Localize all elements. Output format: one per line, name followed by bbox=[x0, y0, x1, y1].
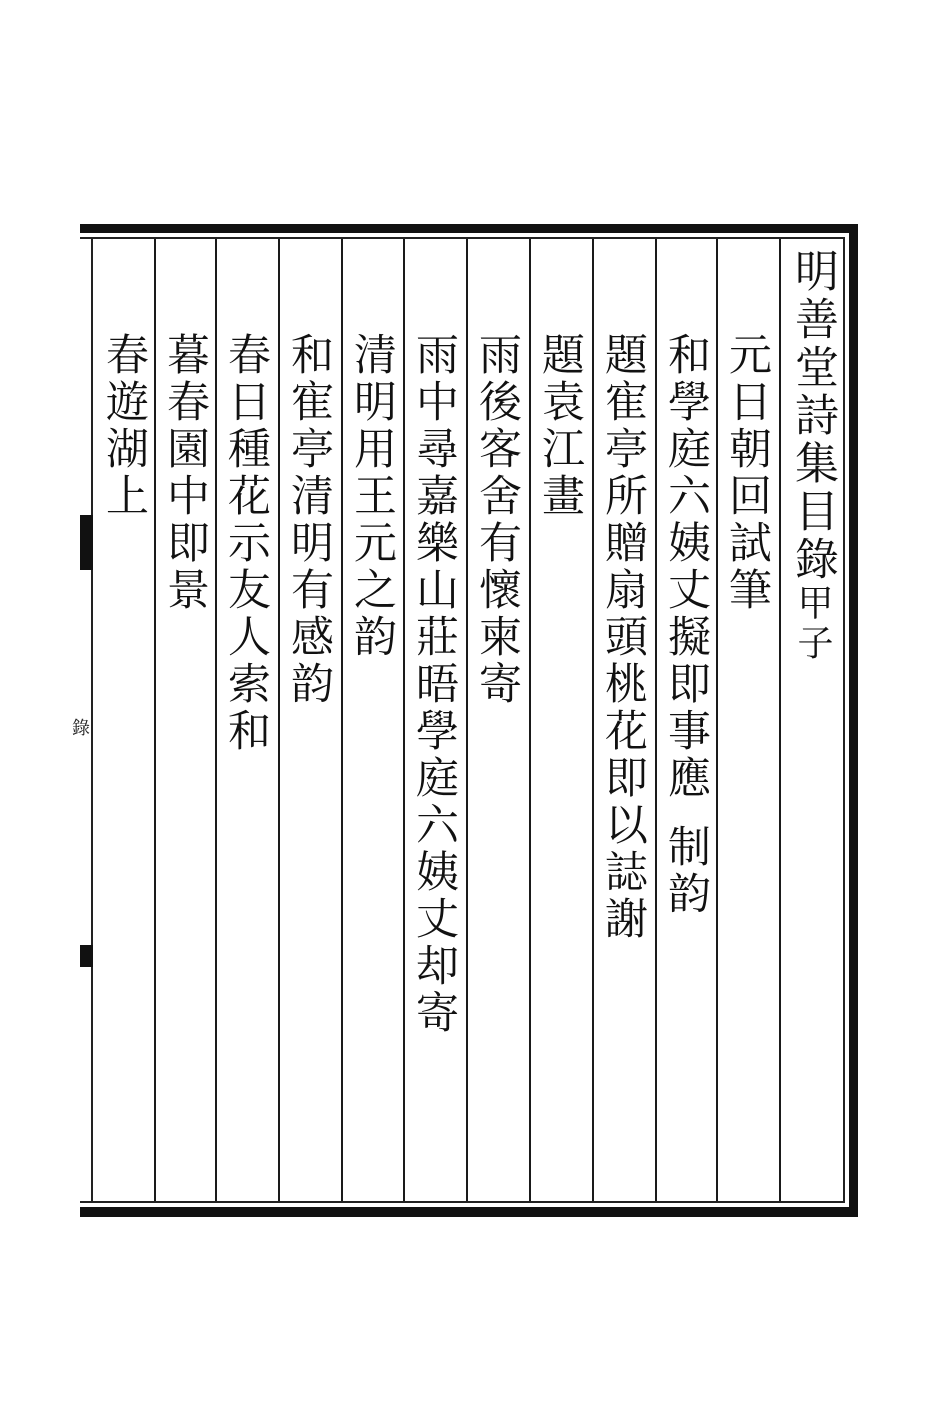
frame-right-border bbox=[849, 224, 858, 1217]
column-rule bbox=[154, 239, 156, 1201]
toc-entry bbox=[722, 332, 772, 614]
catalog-year-label: 甲子 bbox=[792, 584, 833, 664]
fold-fishtail-mark bbox=[80, 515, 93, 570]
toc-entry bbox=[409, 332, 459, 1037]
toc-entry-text: 雨後客舍有懷柬寄 bbox=[472, 332, 522, 708]
toc-entry-text: 清明用王元之韵 bbox=[347, 332, 397, 661]
toc-entry-text: 和寉亭清明有感韵 bbox=[284, 332, 334, 708]
column-rule bbox=[592, 239, 594, 1201]
column-rule bbox=[716, 239, 718, 1201]
toc-entry-text: 春遊湖上 bbox=[99, 332, 149, 520]
fold-margin-character: 錄 bbox=[72, 718, 90, 739]
column-rule bbox=[341, 239, 343, 1201]
toc-entry-text: 春日種花示友人索和 bbox=[221, 332, 271, 755]
catalog-title-text: 明善堂詩集目錄 bbox=[787, 248, 838, 584]
frame-inner-bottom-border bbox=[80, 1201, 845, 1203]
frame-inner-top-border bbox=[80, 237, 845, 239]
toc-entry bbox=[598, 332, 648, 943]
toc-entry-text: 雨中尋嘉樂山莊晤學庭六姨丈却寄 bbox=[409, 332, 459, 1037]
column-rule bbox=[278, 239, 280, 1201]
toc-entry-text-continued: 制韵 bbox=[661, 824, 711, 918]
column-rule bbox=[403, 239, 405, 1201]
column-rule bbox=[655, 239, 657, 1201]
toc-entry bbox=[284, 332, 334, 708]
frame-top-border bbox=[80, 224, 857, 233]
column-rule bbox=[779, 239, 781, 1201]
toc-entry bbox=[221, 332, 271, 755]
toc-entry-text: 題袁江畫 bbox=[535, 332, 585, 520]
frame-bottom-border bbox=[80, 1207, 857, 1217]
toc-entry bbox=[347, 332, 397, 661]
toc-entry-text: 暮春園中即景 bbox=[160, 332, 210, 614]
toc-entry bbox=[661, 332, 711, 918]
catalog-title bbox=[787, 248, 838, 664]
column-rule bbox=[529, 239, 531, 1201]
column-rule bbox=[466, 239, 468, 1201]
toc-entry-text: 元日朝回試筆 bbox=[722, 332, 772, 614]
toc-entry bbox=[472, 332, 522, 708]
toc-entry bbox=[99, 332, 149, 520]
toc-entry-text: 題寉亭所贈扇頭桃花即以誌謝 bbox=[598, 332, 648, 943]
toc-entry bbox=[535, 332, 585, 520]
toc-entry bbox=[160, 332, 210, 614]
fold-lower-mark bbox=[80, 945, 93, 967]
toc-entry-text: 和學庭六姨丈擬即事應 bbox=[661, 332, 711, 802]
fold-margin-line bbox=[91, 237, 93, 1203]
frame-inner-right-border bbox=[843, 237, 845, 1203]
column-rule bbox=[215, 239, 217, 1201]
